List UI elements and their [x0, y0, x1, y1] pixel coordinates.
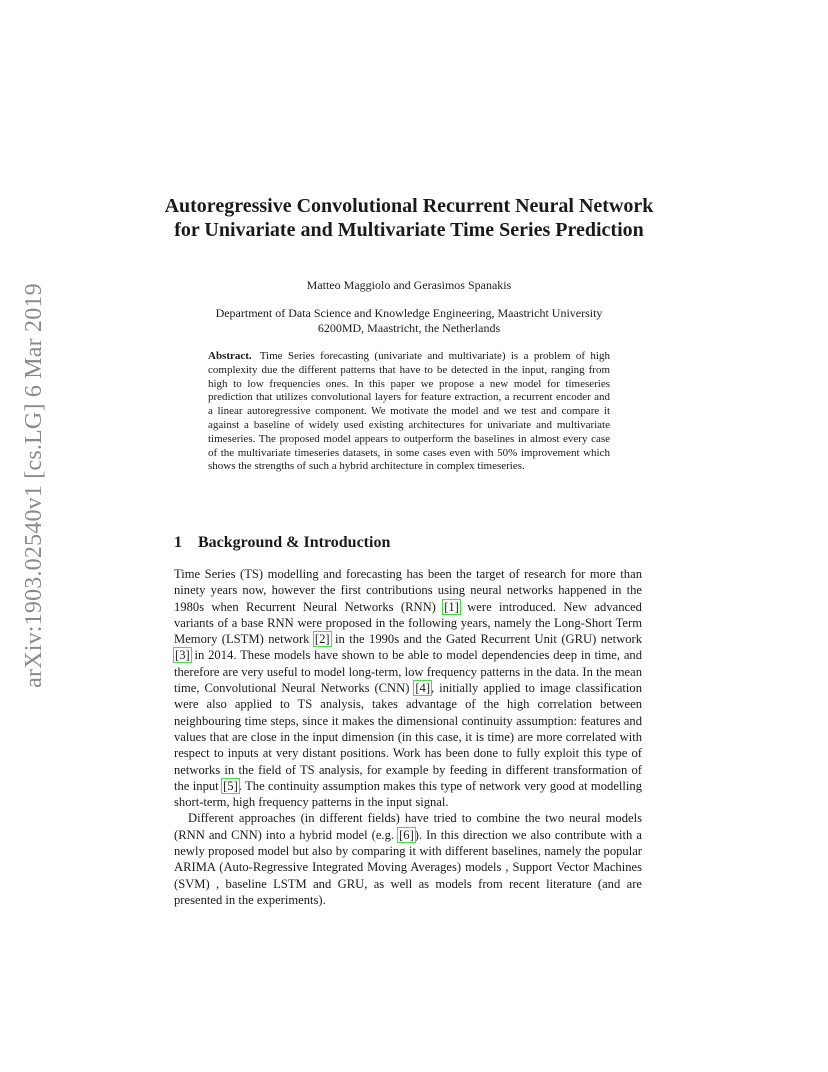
citation-link-3[interactable]: [3]	[175, 648, 190, 663]
arxiv-identifier-stamp	[18, 282, 50, 688]
paragraph-text: , initially applied to image classification were also applied to TS analysis, takes advantage of the high correlation between neighbouring time steps, since it makes the dimensional continuity assumption: features and values that are close in the input dimension (in this case, it is time) are more correlated with respect to inputs at very distant positions. Work has been done to fully exploit this type of networks in the field of TS analysis, for example by feeding in different transformation of the input	[174, 681, 642, 793]
arxiv-identifier-text: arXiv:1903.02540v1 [cs.LG] 6 Mar 2019	[20, 282, 47, 688]
abstract	[208, 350, 610, 474]
paragraph-text: Time Series (TS) modelling and forecasting has been the target of research for more than ninety years now, however the first contributions using neural networks happened in the 1980s when Recurrent Neural Networks (RNN)	[174, 567, 642, 614]
abstract-label: Abstract.	[208, 350, 252, 362]
abstract-text: Time Series forecasting (univariate and multivariate) is a problem of high complexity due the different patterns that have to be detected in the input, ranging from high to low frequencies ones. In this paper we propose a new model for timeseries prediction that utilizes convolutional layers for feature extraction, a recurrent encoder and a linear autoregressive component. We motivate the model and we test and compare it against a baseline of widely used existing architectures for univariate and multivariate timeseries. The proposed model appears to outperform the baselines in almost every case of the multivariate timeseries datasets, in some cases even with 50% improvement which shows the strengths of such a hybrid architecture in complex timeseries.	[208, 350, 610, 473]
body-paragraph-1	[174, 566, 642, 810]
section-body	[174, 566, 642, 908]
paragraph-text: were introduced. New advanced variants of a base RNN were proposed in the following years, namely the Long-Short Term Memory (LSTM) network	[174, 599, 642, 647]
author-affiliation	[150, 306, 668, 336]
paper-authors: Matteo Maggiolo and Gerasimos Spanakis	[306, 278, 512, 292]
paragraph-text: ). In this direction we also contribute with a newly proposed model but also by comparing it with different baselines, namely the popular ARIMA (Auto-Regressive Integrated Moving Averages) models , Support Vector Machines (SVM) , baseline LSTM and GRU, as well as models from recent literature (and are presented in the experiments).	[174, 827, 642, 907]
body-paragraph-2	[174, 810, 642, 908]
affiliation-line-1: Department of Data Science and Knowledge Engineering, Maastricht University	[215, 306, 603, 320]
section-number: 1	[174, 534, 182, 551]
affiliation-line-2: 6200MD, Maastricht, the Netherlands	[317, 321, 501, 335]
citation-link-2[interactable]: [2]	[314, 632, 330, 647]
paragraph-text: . The continuity assumption makes this type of network very good at modelling short-term, high frequency patterns in the input signal.	[174, 778, 642, 810]
citation-link-6[interactable]: [6]	[399, 827, 414, 842]
paragraph-text: in 2014. These models have shown to be able to model dependencies deep in time, and therefore are very useful to model long-term, low frequency patterns in the data. In the mean time, Convolutional Neural Networks (CNN)	[174, 648, 642, 696]
paragraph-text: Different approaches (in different fields) have tried to combine the two neural models (RNN and CNN) into a hybrid model (e.g.	[174, 811, 642, 842]
citation-link-1[interactable]: [1]	[444, 599, 459, 614]
citation-link-4[interactable]: [4]	[415, 681, 431, 696]
paper-title: Autoregressive Convolutional Recurrent Neural Network for Univariate and Multivariate Time Series Prediction	[164, 195, 654, 241]
section-title: Background & Introduction	[198, 534, 391, 551]
paragraph-text: in the 1990s and the Gated Recurrent Unit (GRU) network	[330, 632, 642, 647]
citation-link-5[interactable]: [5]	[223, 778, 238, 793]
section-heading	[174, 534, 390, 552]
